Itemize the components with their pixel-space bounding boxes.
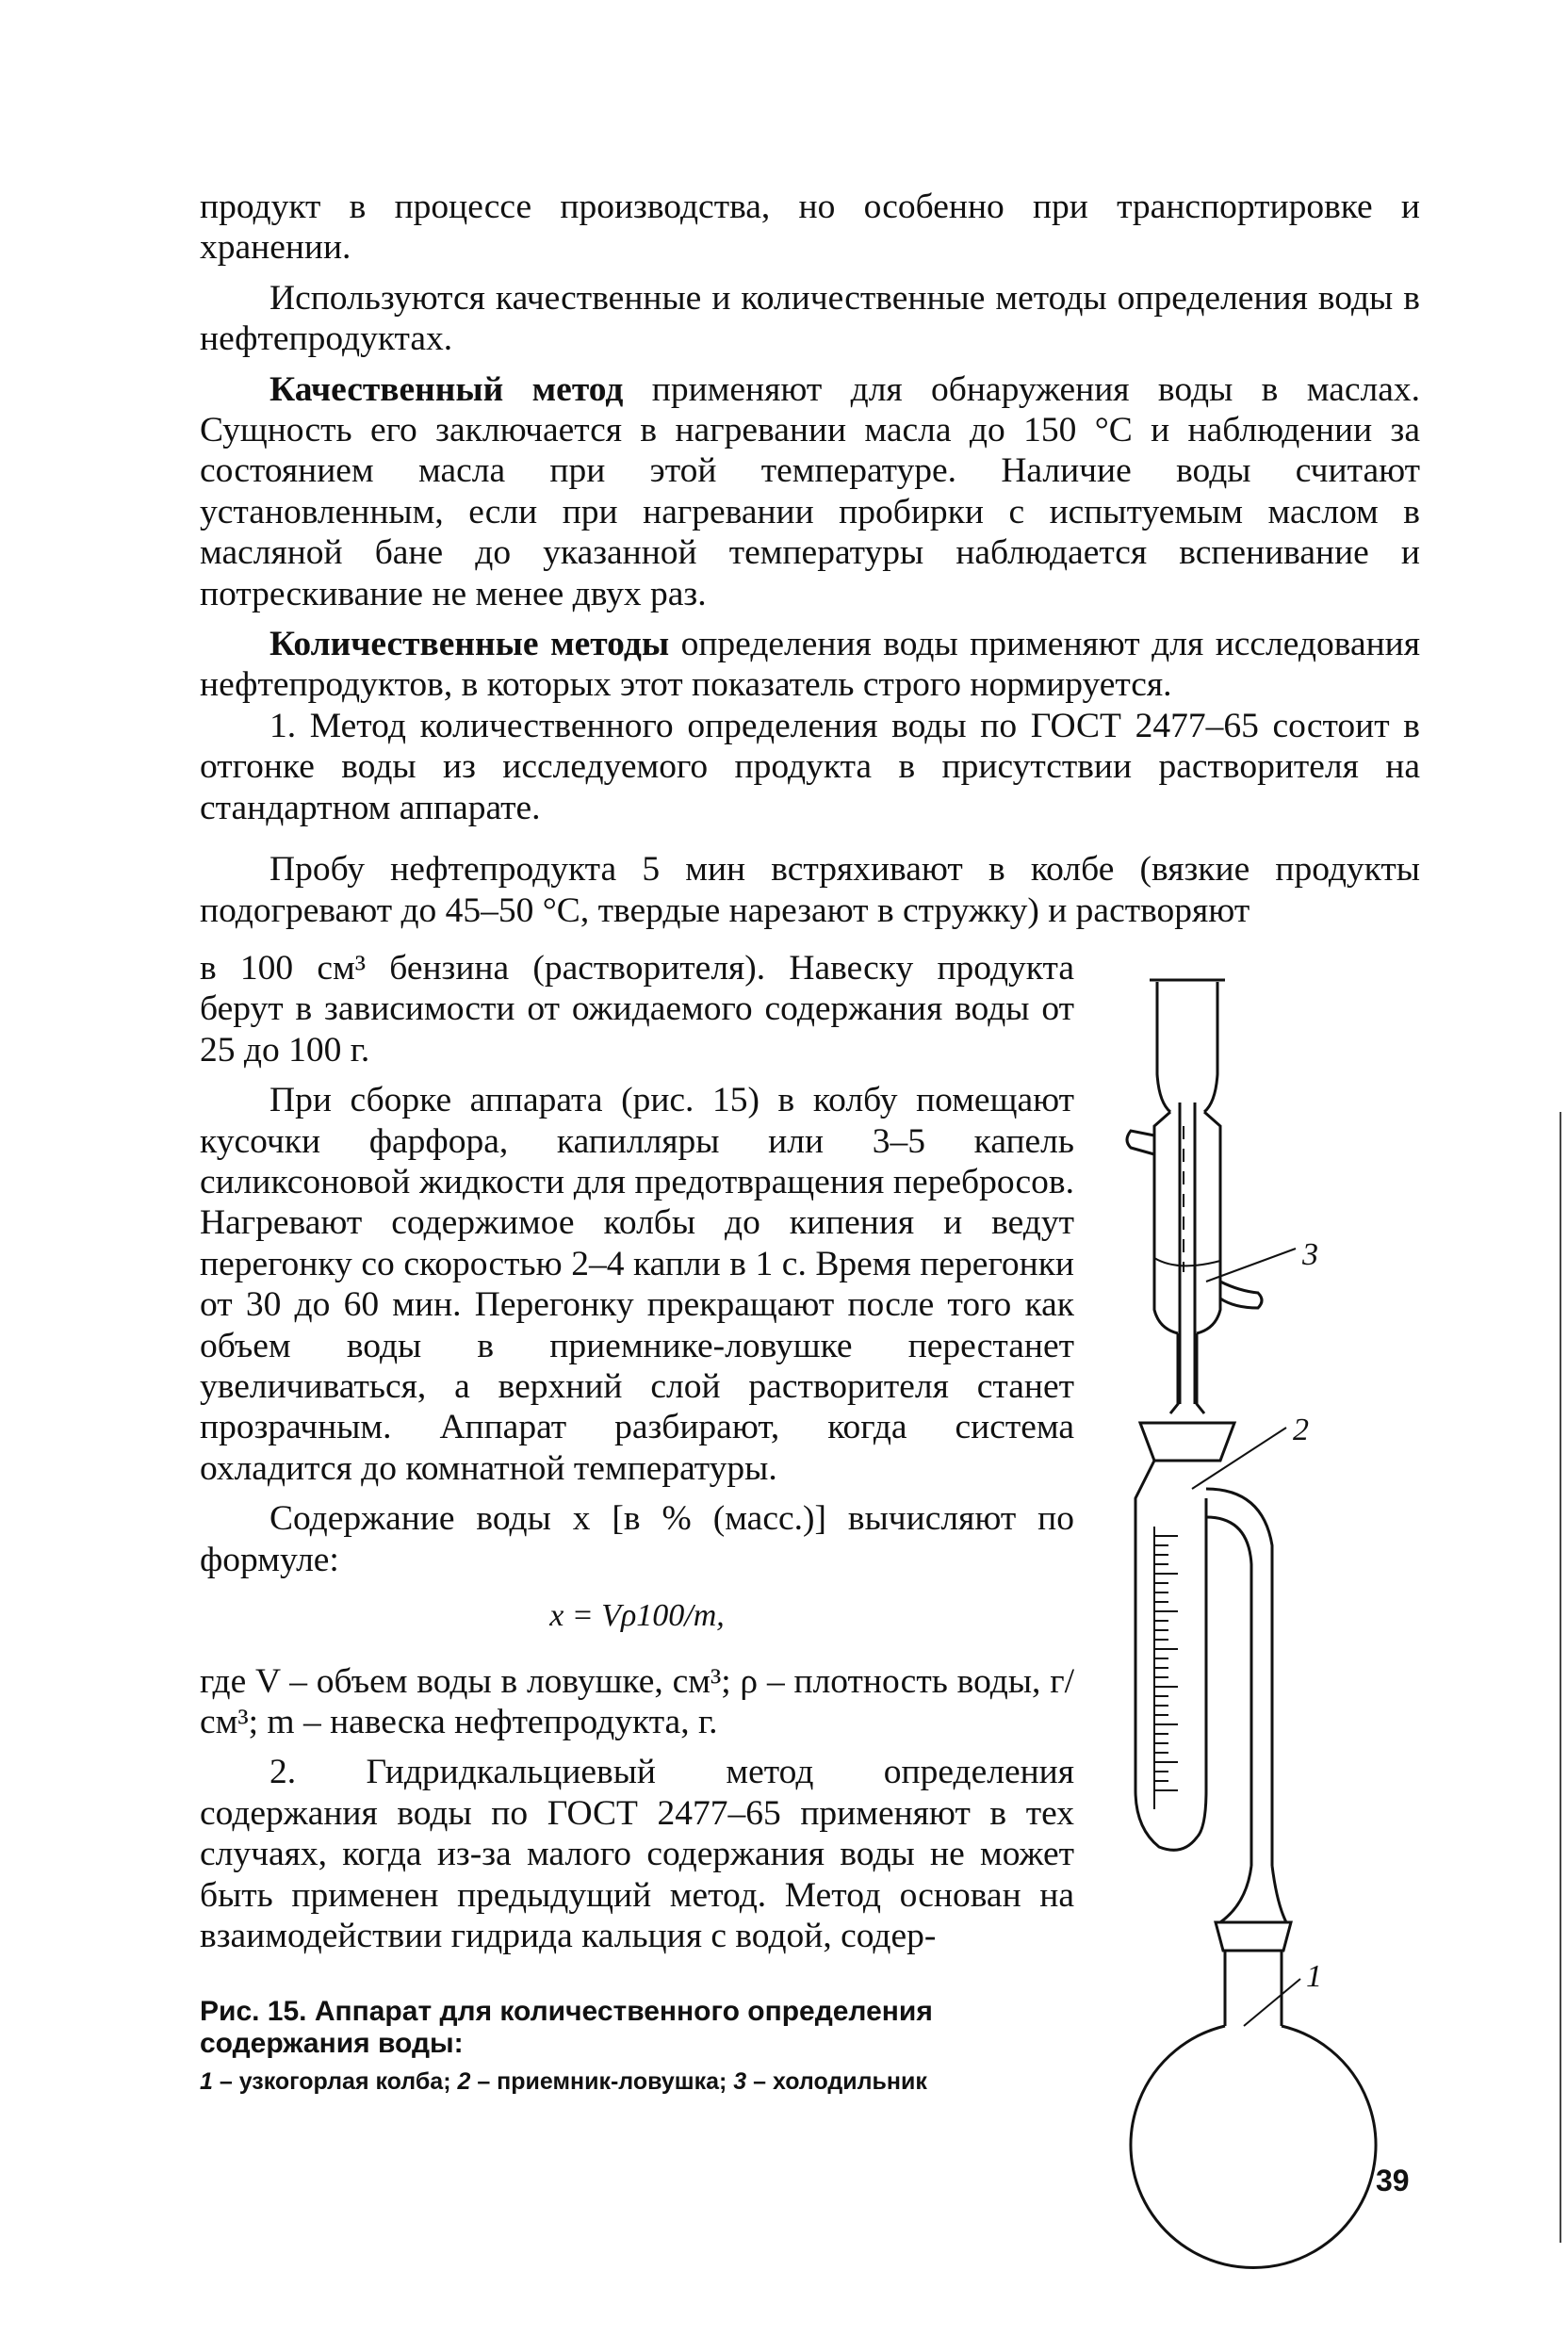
paragraph-assembly: При сборке аппарата (рис. 15) в колбу помещают кусочки фарфора, капилляры или 3–5 капель силиксоновой жидкости для предотвращения перебросов. Нагревают содержимое колбы до кипения и ведут перегонку со скоростью 2–4 капли в 1 с. Время перегонки от 30 до 60 мин. Перегонку прекращают после того как объем воды в приемнике-ловушке перестанет увеличиваться, а верхний слой растворителя станет прозрачным. Аппарат разбирают, когда система охладится до комнатной температуры. [200, 1081, 1074, 1488]
qualitative-method-text: применяют для обнаружения воды в маслах. Сущность его заключается в нагревании масла до 150 °С и наблюдении за состоянием масла при этой температуре. Наличие воды считают установленным, если при нагревании пробирки с испытуемым маслом в масляной бане до указанной температуры наблюдается вспенивание и потрескивание не менее двух раз. [200, 369, 1421, 613]
condenser-top-left [1157, 982, 1170, 1112]
condenser-top-right [1204, 982, 1217, 1112]
apparatus-drawing [1112, 961, 1489, 2280]
paragraph-quantitative [200, 624, 1420, 706]
legend-3-number: 3 [733, 2068, 747, 2095]
neck-left [1170, 1333, 1178, 1413]
legend-2-number: 2 [457, 2068, 471, 2095]
condenser-jacket-right [1197, 1112, 1220, 1333]
full-width-text [200, 187, 1420, 931]
apparatus-figure [1112, 961, 1489, 2280]
side-arm-inner [1206, 1517, 1251, 1866]
paragraph-sample-full: Пробу нефтепродукта 5 мин встряхивают в колбе (вязкие продукты подогревают до 45–50 °С, твердые нарезают в стружку) и растворяют [200, 850, 1420, 930]
legend-3-text: – холодильник [746, 2068, 927, 2095]
paragraph-method-1: 1. Метод количественного определения воды по ГОСТ 2477–65 состоит в отгонке воды из исследуемого продукта в присутствии растворителя на стандартном аппарате. [200, 706, 1420, 827]
legend-1-number: 1 [200, 2068, 213, 2095]
paragraph-qualitative [200, 369, 1420, 614]
flask-neck-left [1220, 1866, 1251, 1922]
leader-1 [1244, 1979, 1300, 2026]
page-number: 39 [1376, 2164, 1410, 2197]
flask-neck-right [1272, 1866, 1286, 1922]
paragraph-sample-narrow: в 100 см³ бензина (растворителя). Навеску продукта берут в зависимости от ожидаемого содержания воды от 25 до 100 г. [200, 949, 1074, 1070]
flask-joint [1216, 1922, 1291, 1951]
water-level [1154, 1258, 1220, 1266]
paragraph-method-2: 2. Гидридкальциевый метод определения содержания воды по ГОСТ 2477–65 применяют в тех случаях, когда из-за малого содержания воды не может быть применен предыдущий метод. Метод основан на взаимодействии гидрида кальция с водой, содер- [200, 1753, 1074, 1955]
trap-receiver [1135, 1461, 1206, 1850]
formula: x = Vρ100/m, [549, 1598, 725, 1634]
leader-2 [1192, 1428, 1286, 1489]
caption-title: Рис. 15. Аппарат для количественного определения содержания воды: [200, 1996, 933, 2059]
lower-port [1220, 1282, 1262, 1308]
side-arm-outer [1206, 1489, 1272, 1866]
quantitative-methods-text: определения воды применяют для исследования нефтепродуктов, в которых этот показатель строго нормируется. [200, 625, 1420, 705]
flask-bulb [1131, 2026, 1376, 2267]
condenser-jacket-left [1154, 1112, 1178, 1333]
paragraph-1: продукт в процессе производства, но особенно при транспортировке и хранении. [200, 188, 1420, 268]
legend-2-text: – приемник-ловушка; [470, 2068, 734, 2095]
qualitative-method-term: Качественный метод [270, 369, 624, 409]
quantitative-methods-term: Количественные методы [270, 625, 670, 664]
label-1: 1 [1306, 1959, 1322, 1994]
scale-ticks [1154, 1536, 1178, 1790]
page-edge-line [1560, 1112, 1561, 2243]
upper-port [1127, 1131, 1154, 1154]
trap-joint [1140, 1423, 1234, 1461]
label-2: 2 [1293, 1413, 1309, 1447]
paragraph-legend: где V – объем воды в ловушке, см³; ρ – плотность воды, г/см³; m – навеска нефтепродукта, г. [200, 1661, 1074, 1741]
neck-right [1197, 1333, 1204, 1413]
label-3: 3 [1302, 1237, 1318, 1272]
caption-legend [200, 2067, 1074, 2096]
paragraph-2: Используются качественные и количественные методы определения воды в нефтепродуктах. [200, 278, 1420, 359]
paragraph-content: Содержание воды x [в % (масс.)] вычисляют по формуле: [200, 1499, 1074, 1579]
legend-1-text: – узкогорлая колба; [212, 2068, 458, 2095]
narrow-column-text [200, 948, 1074, 1956]
figure-caption [200, 1996, 1074, 2096]
